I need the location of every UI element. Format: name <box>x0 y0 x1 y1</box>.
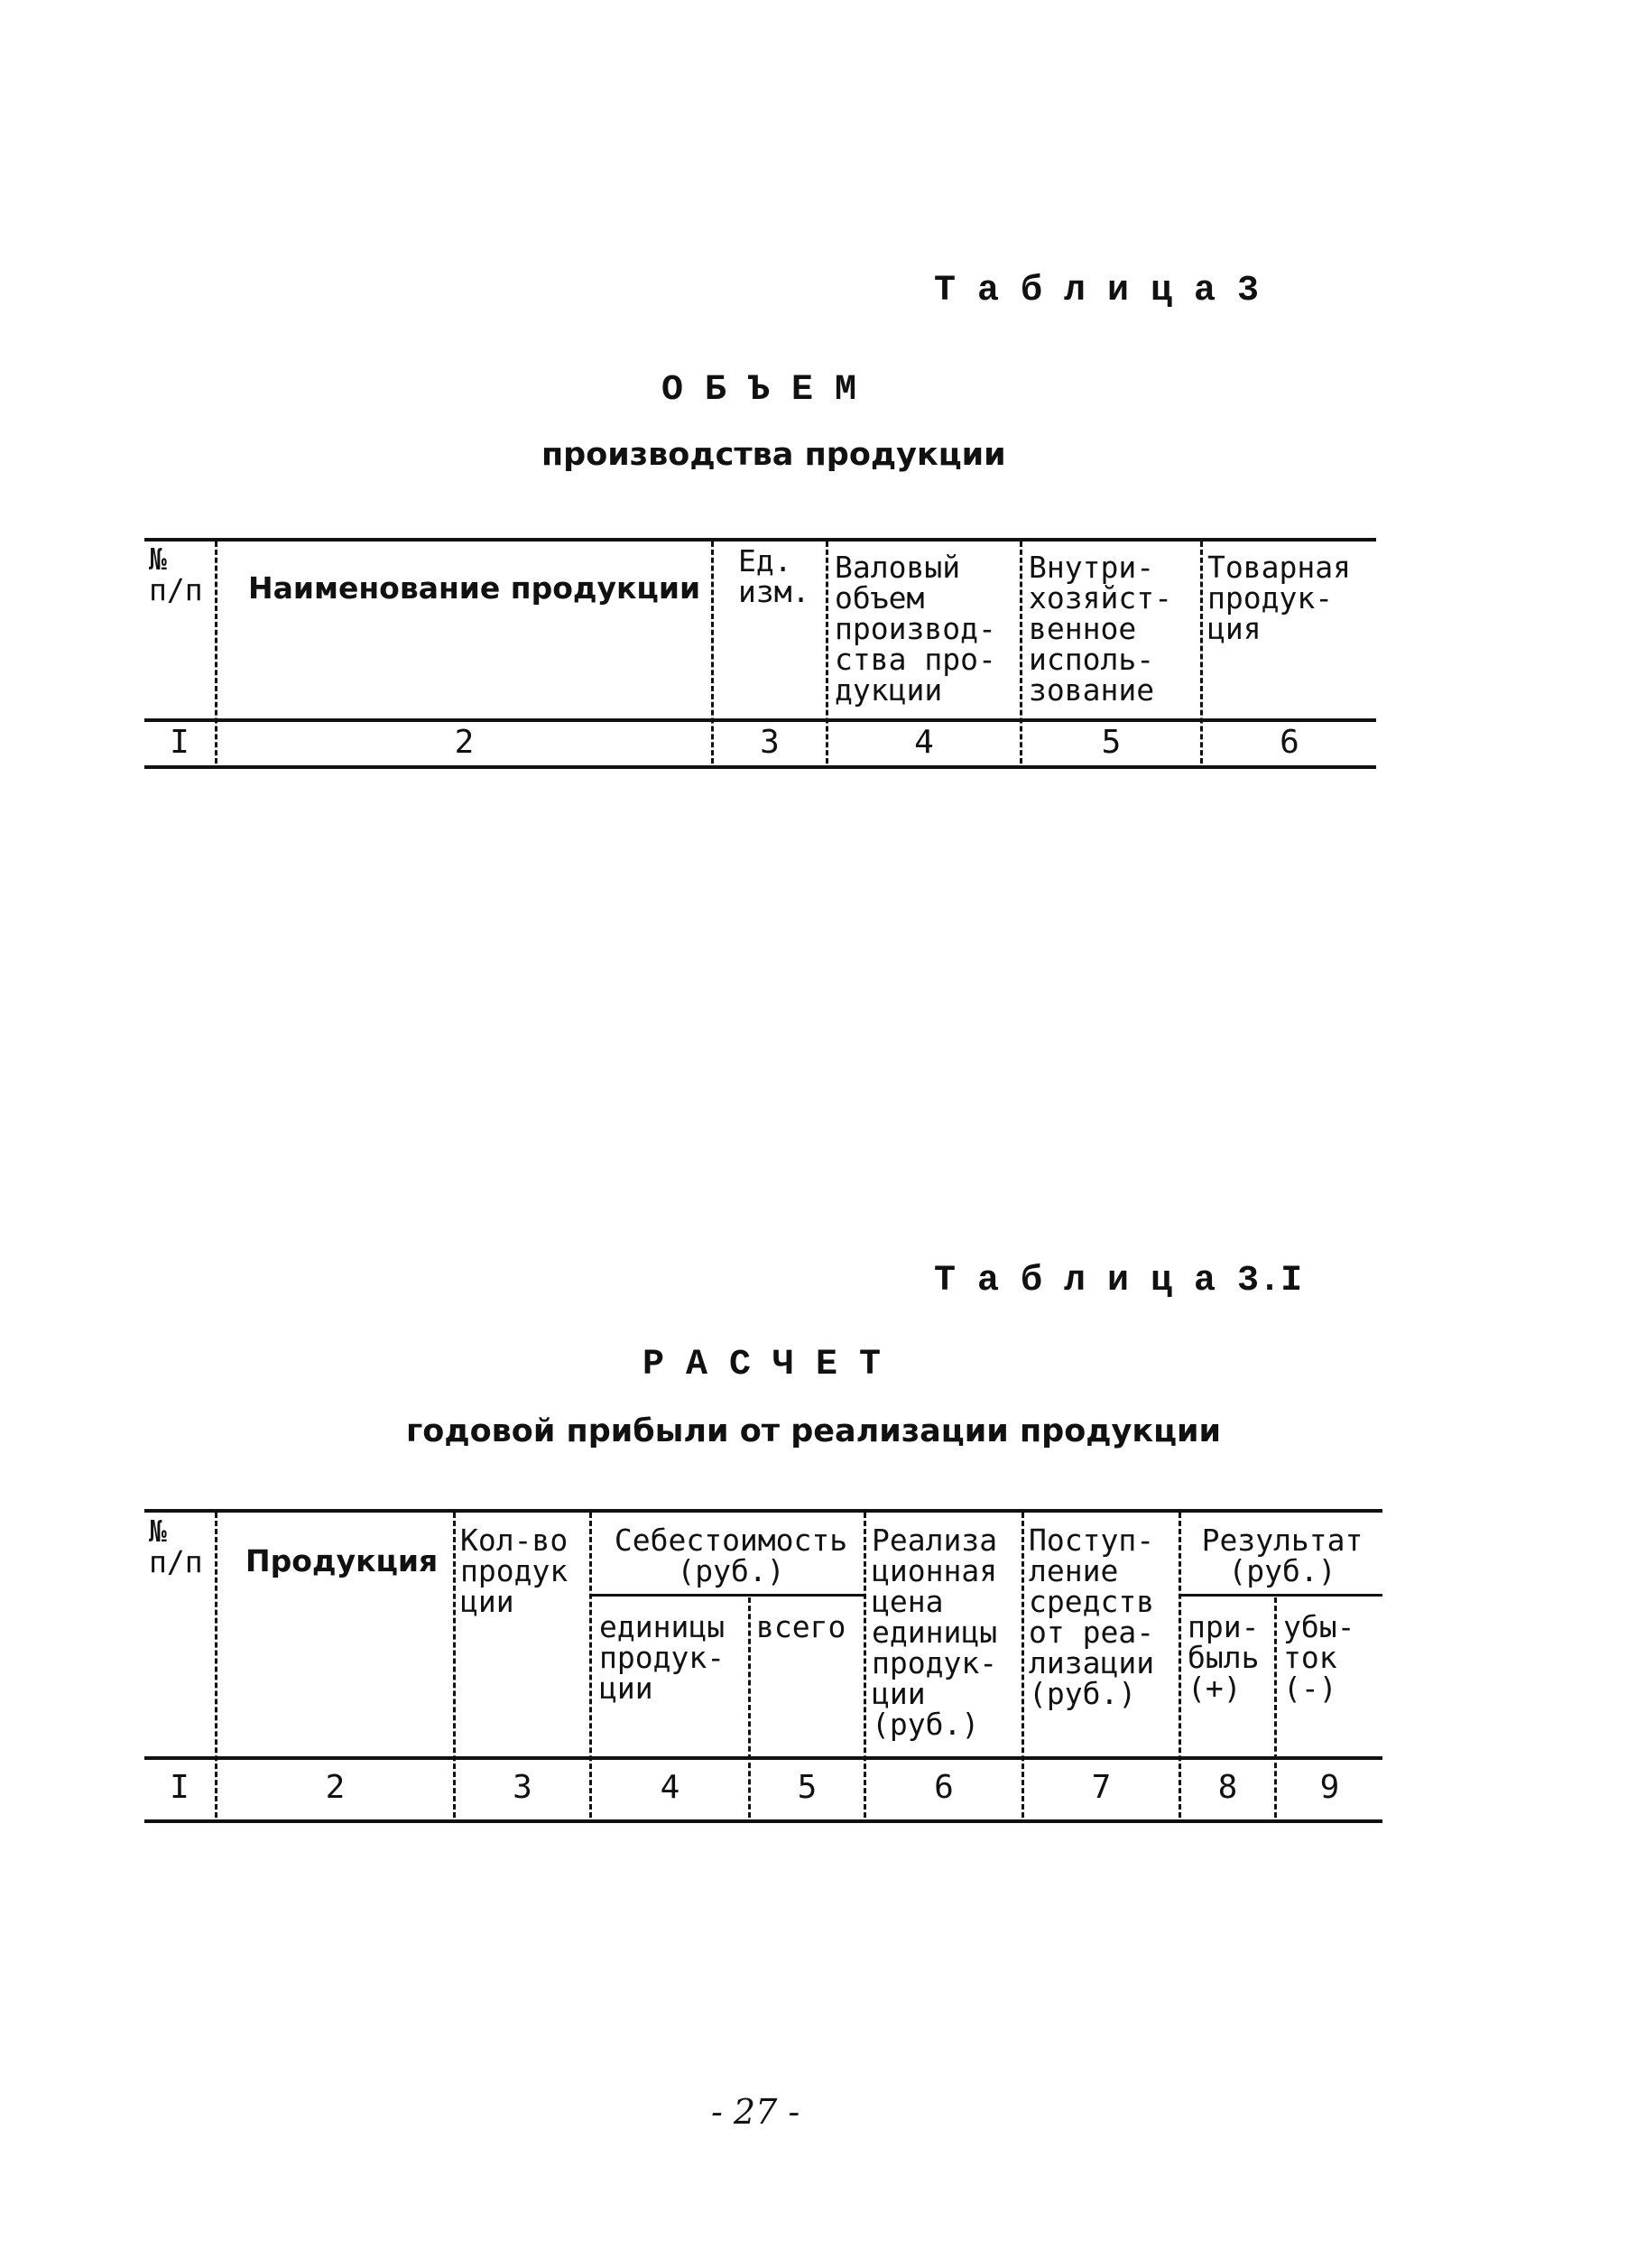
table3-subtitle: производства продукции <box>541 437 1006 473</box>
table31-col-number: 8 <box>1217 1769 1238 1806</box>
table31-header-result-group: Результат (руб.) <box>1201 1523 1364 1588</box>
table3-header-internal-use: Внутри- хозяйст- венное исполь- зование <box>1029 550 1172 708</box>
table3-title: О Б Ъ Е М <box>661 370 857 411</box>
table31-col-number: 3 <box>513 1769 532 1806</box>
table31-header-rule <box>144 1756 1382 1760</box>
table31-bottom-rule <box>144 1819 1382 1823</box>
table31-col-number: 2 <box>325 1769 346 1806</box>
table31-header-number: № п/п <box>149 1514 203 1579</box>
table31-title: Р А С Ч Е Т <box>642 1345 882 1385</box>
table3-header-gross-volume: Валовый объем производ- ства про- дукции <box>835 550 996 708</box>
table31-header-cost-group: Себестоимость (руб.) <box>614 1523 848 1588</box>
table31-cost-subrule <box>591 1594 864 1597</box>
table31-col-number: 5 <box>797 1769 818 1806</box>
table31-col-number: 9 <box>1319 1769 1340 1806</box>
table31-col-number: 4 <box>660 1769 680 1806</box>
table3-top-rule <box>144 538 1376 542</box>
table3-col-number: 5 <box>1101 724 1122 761</box>
table31-header-quantity: Кол-во продук ции <box>460 1523 569 1619</box>
table3-col-number: 4 <box>914 724 934 761</box>
table31-header-cost-unit: единицы продук- ции <box>599 1609 726 1706</box>
table3-caption: Т а б л и ц а 3 <box>934 271 1260 311</box>
table3-bottom-rule <box>144 765 1376 769</box>
table3-header-rule <box>144 718 1376 722</box>
table31-col-number: I <box>170 1769 190 1806</box>
table3-header-number: № п/п <box>149 542 203 607</box>
table31-col-number: 7 <box>1091 1769 1112 1806</box>
table31-header-cost-total: всего <box>756 1609 846 1644</box>
table31-top-rule <box>144 1509 1382 1513</box>
table31-header-profit: при- быль (+) <box>1188 1609 1260 1706</box>
table31-caption: Т а б л и ц а 3.I <box>934 1261 1303 1301</box>
table31-header-loss: убы- ток (-) <box>1283 1609 1355 1706</box>
table31-col-number: 6 <box>934 1769 954 1806</box>
page-number: - 27 - <box>711 2092 800 2132</box>
table31-result-subrule <box>1179 1594 1382 1597</box>
table31-header-revenue: Поступ- ление средств от реа- лизации (руб.) <box>1029 1523 1155 1711</box>
table3-col-number: 3 <box>760 724 780 761</box>
table31-header-product: Продукция <box>245 1543 439 1578</box>
table3-header-commodity-output: Товарная продук- ция <box>1207 550 1351 646</box>
table3-col-number: 6 <box>1280 724 1299 761</box>
table3-col-number: I <box>170 724 190 761</box>
table3-header-name: Наименование продукции <box>248 570 701 606</box>
table31-header-sale-price: Реализа ционная цена единицы продук- ции (руб.) <box>872 1523 998 1742</box>
table3-col-number: 2 <box>454 724 475 761</box>
table3-header-unit: Ед. изм. <box>738 543 810 609</box>
table31-subtitle: годовой прибыли от реализации продукции <box>406 1413 1222 1449</box>
